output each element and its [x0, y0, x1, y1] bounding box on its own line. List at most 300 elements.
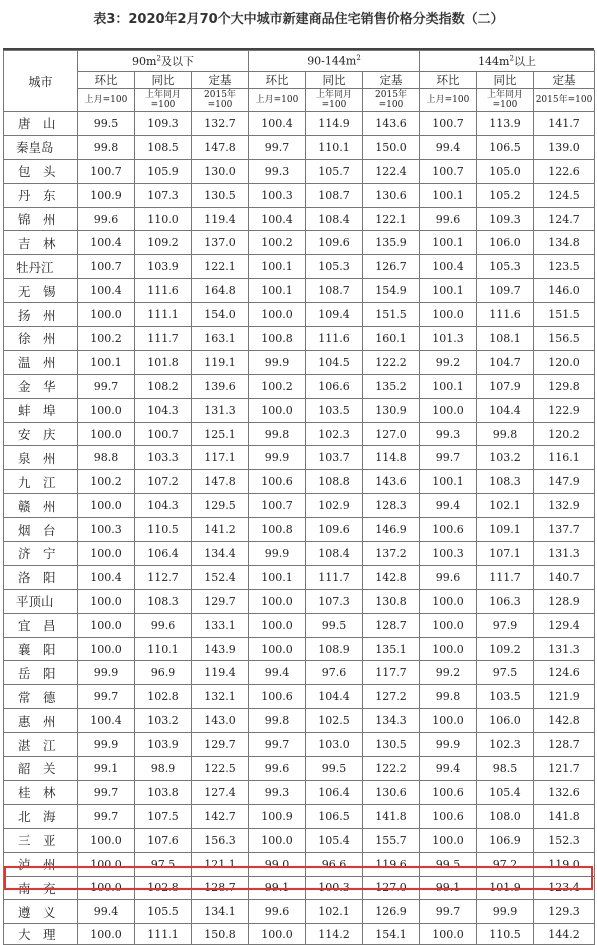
- value-cell: 100.8: [249, 327, 306, 351]
- value-cell: 104.3: [135, 494, 192, 518]
- table-row: [4, 231, 595, 255]
- value-cell: 99.9: [420, 733, 477, 757]
- value-cell: 107.3: [306, 589, 363, 613]
- table-row: [4, 350, 595, 374]
- value-cell: 111.1: [135, 303, 192, 327]
- value-cell: 108.4: [306, 542, 363, 566]
- value-cell: 142.8: [363, 565, 420, 589]
- value-cell: 131.3: [534, 542, 595, 566]
- value-cell: 97.5: [477, 661, 534, 685]
- value-cell: 107.1: [477, 542, 534, 566]
- value-cell: 100.3: [78, 518, 135, 542]
- city-cell: 金 华: [4, 374, 78, 398]
- value-cell: 164.8: [192, 279, 249, 303]
- value-cell: 100.0: [249, 924, 306, 945]
- value-cell: 99.7: [78, 780, 135, 804]
- table-row: [4, 159, 595, 183]
- value-cell: 100.0: [420, 589, 477, 613]
- value-cell: 100.0: [249, 613, 306, 637]
- value-cell: 100.4: [78, 231, 135, 255]
- table-row: [4, 757, 595, 781]
- value-cell: 109.6: [306, 231, 363, 255]
- sub-header: 定基: [192, 72, 249, 89]
- value-cell: 100.0: [78, 828, 135, 852]
- value-cell: 99.9: [78, 661, 135, 685]
- value-cell: 99.6: [135, 613, 192, 637]
- value-cell: 122.1: [192, 255, 249, 279]
- value-cell: 130.8: [363, 589, 420, 613]
- value-cell: 99.8: [420, 685, 477, 709]
- value-cell: 100.2: [249, 231, 306, 255]
- value-cell: 122.5: [192, 757, 249, 781]
- value-cell: 103.5: [477, 685, 534, 709]
- value-cell: 105.4: [477, 780, 534, 804]
- value-cell: 121.1: [192, 852, 249, 876]
- value-cell: 103.5: [306, 398, 363, 422]
- value-cell: 125.1: [192, 422, 249, 446]
- value-cell: 147.8: [192, 470, 249, 494]
- value-cell: 113.9: [477, 112, 534, 136]
- value-cell: 99.2: [420, 661, 477, 685]
- value-cell: 100.3: [306, 876, 363, 900]
- value-cell: 97.6: [306, 661, 363, 685]
- value-cell: 143.0: [192, 709, 249, 733]
- value-cell: 132.9: [534, 494, 595, 518]
- value-cell: 141.8: [363, 804, 420, 828]
- value-cell: 100.2: [78, 470, 135, 494]
- value-cell: 98.5: [477, 757, 534, 781]
- table-row: [4, 733, 595, 757]
- highlight-box: [4, 866, 593, 890]
- value-cell: 119.0: [534, 852, 595, 876]
- value-cell: 116.1: [534, 446, 595, 470]
- value-cell: 99.3: [420, 422, 477, 446]
- value-cell: 120.0: [534, 350, 595, 374]
- base-header: 上月=100: [78, 89, 135, 112]
- base-header-row: [4, 89, 595, 112]
- value-cell: 102.1: [477, 494, 534, 518]
- value-cell: 103.3: [135, 446, 192, 470]
- table-row: [4, 303, 595, 327]
- value-cell: 99.4: [420, 494, 477, 518]
- value-cell: 144.2: [534, 924, 595, 945]
- value-cell: 99.1: [78, 757, 135, 781]
- value-cell: 108.9: [306, 637, 363, 661]
- value-cell: 124.6: [534, 661, 595, 685]
- table-row: [4, 780, 595, 804]
- value-cell: 109.3: [135, 112, 192, 136]
- value-cell: 105.9: [135, 159, 192, 183]
- value-cell: 100.9: [78, 183, 135, 207]
- value-cell: 100.6: [420, 780, 477, 804]
- value-cell: 124.5: [534, 183, 595, 207]
- value-cell: 130.5: [363, 733, 420, 757]
- value-cell: 122.9: [534, 398, 595, 422]
- value-cell: 99.1: [420, 876, 477, 900]
- value-cell: 129.4: [534, 613, 595, 637]
- value-cell: 100.1: [420, 279, 477, 303]
- value-cell: 101.8: [135, 350, 192, 374]
- value-cell: 114.2: [306, 924, 363, 945]
- value-cell: 99.9: [249, 350, 306, 374]
- value-cell: 99.6: [420, 565, 477, 589]
- value-cell: 103.2: [135, 709, 192, 733]
- city-cell: 洛 阳: [4, 565, 78, 589]
- city-cell: 包 头: [4, 159, 78, 183]
- value-cell: 102.3: [477, 733, 534, 757]
- city-cell: 锦 州: [4, 207, 78, 231]
- value-cell: 100.7: [420, 112, 477, 136]
- value-cell: 99.3: [249, 159, 306, 183]
- value-cell: 105.3: [477, 255, 534, 279]
- city-cell: 温 州: [4, 350, 78, 374]
- city-cell: 徐 州: [4, 327, 78, 351]
- value-cell: 119.4: [192, 661, 249, 685]
- city-cell: 唐 山: [4, 112, 78, 136]
- value-cell: 108.7: [306, 183, 363, 207]
- value-cell: 100.0: [249, 398, 306, 422]
- table-row: [4, 709, 595, 733]
- value-cell: 100.7: [420, 159, 477, 183]
- value-cell: 100.3: [249, 183, 306, 207]
- value-cell: 106.5: [306, 804, 363, 828]
- value-cell: 141.2: [192, 518, 249, 542]
- sub-header: 同比: [477, 72, 534, 89]
- value-cell: 110.5: [477, 924, 534, 945]
- value-cell: 109.7: [477, 279, 534, 303]
- value-cell: 99.8: [477, 422, 534, 446]
- value-cell: 100.0: [420, 303, 477, 327]
- value-cell: 108.3: [477, 470, 534, 494]
- value-cell: 108.5: [135, 135, 192, 159]
- value-cell: 101.3: [420, 327, 477, 351]
- value-cell: 98.9: [135, 757, 192, 781]
- value-cell: 107.6: [135, 828, 192, 852]
- value-cell: 142.8: [534, 709, 595, 733]
- value-cell: 99.0: [249, 852, 306, 876]
- value-cell: 103.0: [306, 733, 363, 757]
- value-cell: 109.1: [477, 518, 534, 542]
- value-cell: 100.7: [249, 494, 306, 518]
- value-cell: 139.6: [192, 374, 249, 398]
- value-cell: 105.5: [135, 900, 192, 924]
- value-cell: 100.4: [249, 112, 306, 136]
- value-cell: 134.3: [363, 709, 420, 733]
- value-cell: 110.0: [135, 207, 192, 231]
- city-cell: 南 充: [4, 876, 78, 900]
- value-cell: 110.1: [306, 135, 363, 159]
- value-cell: 96.6: [306, 852, 363, 876]
- table-row: [4, 924, 595, 945]
- value-cell: 109.3: [477, 207, 534, 231]
- value-cell: 100.0: [249, 828, 306, 852]
- city-cell: 牡丹江: [4, 255, 78, 279]
- value-cell: 100.1: [420, 470, 477, 494]
- value-cell: 107.2: [135, 470, 192, 494]
- value-cell: 100.0: [420, 709, 477, 733]
- value-cell: 99.7: [249, 135, 306, 159]
- base-header: 2015年=100: [363, 89, 420, 112]
- value-cell: 121.9: [534, 685, 595, 709]
- city-cell: 赣 州: [4, 494, 78, 518]
- value-cell: 137.2: [363, 542, 420, 566]
- value-cell: 160.1: [363, 327, 420, 351]
- value-cell: 122.2: [363, 350, 420, 374]
- city-cell: 泉 州: [4, 446, 78, 470]
- value-cell: 107.5: [135, 804, 192, 828]
- value-cell: 99.5: [78, 112, 135, 136]
- value-cell: 100.8: [249, 518, 306, 542]
- table-row: [4, 374, 595, 398]
- value-cell: 105.0: [477, 159, 534, 183]
- value-cell: 129.7: [192, 589, 249, 613]
- table-row: [4, 518, 595, 542]
- table-body: [4, 112, 595, 945]
- value-cell: 155.7: [363, 828, 420, 852]
- value-cell: 108.2: [135, 374, 192, 398]
- value-cell: 135.9: [363, 231, 420, 255]
- value-cell: 100.0: [420, 924, 477, 945]
- value-cell: 102.9: [306, 494, 363, 518]
- value-cell: 129.5: [192, 494, 249, 518]
- value-cell: 128.3: [363, 494, 420, 518]
- value-cell: 134.4: [192, 542, 249, 566]
- city-cell: 吉 林: [4, 231, 78, 255]
- value-cell: 108.7: [306, 279, 363, 303]
- value-cell: 100.2: [249, 374, 306, 398]
- value-cell: 99.3: [249, 780, 306, 804]
- value-cell: 152.4: [192, 565, 249, 589]
- value-cell: 143.6: [363, 112, 420, 136]
- value-cell: 129.7: [192, 733, 249, 757]
- base-header: 2015年=100: [534, 89, 595, 112]
- value-cell: 100.1: [78, 350, 135, 374]
- value-cell: 109.6: [306, 518, 363, 542]
- value-cell: 120.2: [534, 422, 595, 446]
- value-cell: 141.8: [534, 804, 595, 828]
- base-header: 上年同月=100: [135, 89, 192, 112]
- value-cell: 147.9: [534, 470, 595, 494]
- value-cell: 99.9: [78, 733, 135, 757]
- value-cell: 99.5: [306, 757, 363, 781]
- value-cell: 99.6: [420, 207, 477, 231]
- value-cell: 100.0: [420, 828, 477, 852]
- value-cell: 151.5: [534, 303, 595, 327]
- value-cell: 128.7: [363, 613, 420, 637]
- value-cell: 121.7: [534, 757, 595, 781]
- value-cell: 108.8: [306, 470, 363, 494]
- city-column-header: 城市: [4, 51, 78, 112]
- value-cell: 100.9: [249, 804, 306, 828]
- table-row: [4, 828, 595, 852]
- value-cell: 111.6: [477, 303, 534, 327]
- value-cell: 109.2: [135, 231, 192, 255]
- value-cell: 100.0: [78, 876, 135, 900]
- value-cell: 100.0: [420, 398, 477, 422]
- value-cell: 99.5: [306, 613, 363, 637]
- city-cell: 三 亚: [4, 828, 78, 852]
- value-cell: 108.1: [477, 327, 534, 351]
- value-cell: 100.1: [249, 255, 306, 279]
- value-cell: 111.7: [306, 565, 363, 589]
- value-cell: 96.9: [135, 661, 192, 685]
- value-cell: 99.6: [78, 207, 135, 231]
- table-row: [4, 900, 595, 924]
- value-cell: 99.9: [249, 542, 306, 566]
- value-cell: 127.0: [363, 876, 420, 900]
- value-cell: 132.7: [192, 112, 249, 136]
- city-cell: 桂 林: [4, 780, 78, 804]
- value-cell: 110.5: [135, 518, 192, 542]
- value-cell: 137.7: [534, 518, 595, 542]
- value-cell: 131.3: [192, 398, 249, 422]
- sub-header: 环比: [78, 72, 135, 89]
- value-cell: 111.7: [477, 565, 534, 589]
- value-cell: 110.1: [135, 637, 192, 661]
- value-cell: 100.4: [420, 255, 477, 279]
- value-cell: 99.8: [249, 422, 306, 446]
- value-cell: 139.0: [534, 135, 595, 159]
- value-cell: 150.8: [192, 924, 249, 945]
- value-cell: 130.6: [363, 183, 420, 207]
- value-cell: 146.0: [534, 279, 595, 303]
- value-cell: 104.7: [477, 350, 534, 374]
- city-cell: 常 德: [4, 685, 78, 709]
- value-cell: 99.4: [249, 661, 306, 685]
- city-cell: 安 庆: [4, 422, 78, 446]
- value-cell: 107.9: [477, 374, 534, 398]
- value-cell: 130.5: [192, 183, 249, 207]
- value-cell: 106.0: [477, 231, 534, 255]
- value-cell: 105.2: [477, 183, 534, 207]
- city-cell: 遵 义: [4, 900, 78, 924]
- value-cell: 106.6: [306, 374, 363, 398]
- value-cell: 100.6: [420, 518, 477, 542]
- value-cell: 117.7: [363, 661, 420, 685]
- value-cell: 156.3: [192, 828, 249, 852]
- table-row: [4, 422, 595, 446]
- table-row: [4, 183, 595, 207]
- value-cell: 102.5: [306, 709, 363, 733]
- city-cell: 秦皇岛: [4, 135, 78, 159]
- city-cell: 无 锡: [4, 279, 78, 303]
- value-cell: 100.0: [249, 637, 306, 661]
- value-cell: 106.9: [477, 828, 534, 852]
- value-cell: 100.0: [78, 613, 135, 637]
- value-cell: 102.8: [135, 876, 192, 900]
- value-cell: 99.9: [249, 446, 306, 470]
- value-cell: 117.1: [192, 446, 249, 470]
- value-cell: 102.1: [306, 900, 363, 924]
- value-cell: 119.1: [192, 350, 249, 374]
- value-cell: 100.2: [78, 327, 135, 351]
- value-cell: 106.3: [477, 589, 534, 613]
- sub-header: 环比: [249, 72, 306, 89]
- value-cell: 99.5: [420, 852, 477, 876]
- city-cell: 北 海: [4, 804, 78, 828]
- value-cell: 100.0: [78, 852, 135, 876]
- value-cell: 143.9: [192, 637, 249, 661]
- city-cell: 蚌 埠: [4, 398, 78, 422]
- base-header: 上月=100: [249, 89, 306, 112]
- value-cell: 100.4: [78, 709, 135, 733]
- value-cell: 130.6: [363, 780, 420, 804]
- value-cell: 130.9: [363, 398, 420, 422]
- value-cell: 154.0: [192, 303, 249, 327]
- value-cell: 143.6: [363, 470, 420, 494]
- table-row: [4, 112, 595, 136]
- value-cell: 122.1: [363, 207, 420, 231]
- value-cell: 99.7: [249, 733, 306, 757]
- value-cell: 111.1: [135, 924, 192, 945]
- value-cell: 105.3: [306, 255, 363, 279]
- table-row: [4, 470, 595, 494]
- value-cell: 97.2: [477, 852, 534, 876]
- city-cell: 宜 昌: [4, 613, 78, 637]
- value-cell: 100.0: [78, 589, 135, 613]
- value-cell: 99.4: [420, 135, 477, 159]
- table-row: [4, 685, 595, 709]
- value-cell: 103.2: [477, 446, 534, 470]
- value-cell: 100.1: [249, 279, 306, 303]
- table-row: [4, 494, 595, 518]
- value-cell: 100.6: [249, 470, 306, 494]
- value-cell: 98.8: [78, 446, 135, 470]
- value-cell: 99.9: [477, 900, 534, 924]
- city-cell: 襄 阳: [4, 637, 78, 661]
- value-cell: 104.3: [135, 398, 192, 422]
- value-cell: 108.3: [135, 589, 192, 613]
- value-cell: 126.7: [363, 255, 420, 279]
- table-row: [4, 327, 595, 351]
- value-cell: 128.7: [192, 876, 249, 900]
- table-header: [4, 51, 595, 112]
- value-cell: 127.4: [192, 780, 249, 804]
- value-cell: 111.7: [135, 327, 192, 351]
- value-cell: 108.4: [306, 207, 363, 231]
- value-cell: 100.6: [249, 685, 306, 709]
- value-cell: 132.1: [192, 685, 249, 709]
- value-cell: 133.1: [192, 613, 249, 637]
- value-cell: 127.2: [363, 685, 420, 709]
- value-cell: 99.6: [249, 900, 306, 924]
- value-cell: 100.1: [420, 374, 477, 398]
- value-cell: 126.9: [363, 900, 420, 924]
- city-cell: 泸 州: [4, 852, 78, 876]
- value-cell: 100.0: [78, 303, 135, 327]
- value-cell: 129.8: [534, 374, 595, 398]
- table-row: [4, 398, 595, 422]
- table-row: [4, 279, 595, 303]
- sub-header: 定基: [363, 72, 420, 89]
- value-cell: 128.9: [534, 589, 595, 613]
- value-cell: 100.3: [420, 542, 477, 566]
- value-cell: 127.0: [363, 422, 420, 446]
- value-cell: 104.5: [306, 350, 363, 374]
- value-cell: 99.8: [78, 135, 135, 159]
- value-cell: 114.9: [306, 112, 363, 136]
- value-cell: 100.7: [135, 422, 192, 446]
- value-cell: 99.7: [78, 685, 135, 709]
- value-cell: 100.0: [78, 637, 135, 661]
- base-header: 2015年=100: [192, 89, 249, 112]
- value-cell: 123.4: [534, 876, 595, 900]
- value-cell: 109.4: [306, 303, 363, 327]
- city-cell: 丹 东: [4, 183, 78, 207]
- value-cell: 106.4: [306, 780, 363, 804]
- city-cell: 韶 关: [4, 757, 78, 781]
- price-index-table: [3, 50, 595, 945]
